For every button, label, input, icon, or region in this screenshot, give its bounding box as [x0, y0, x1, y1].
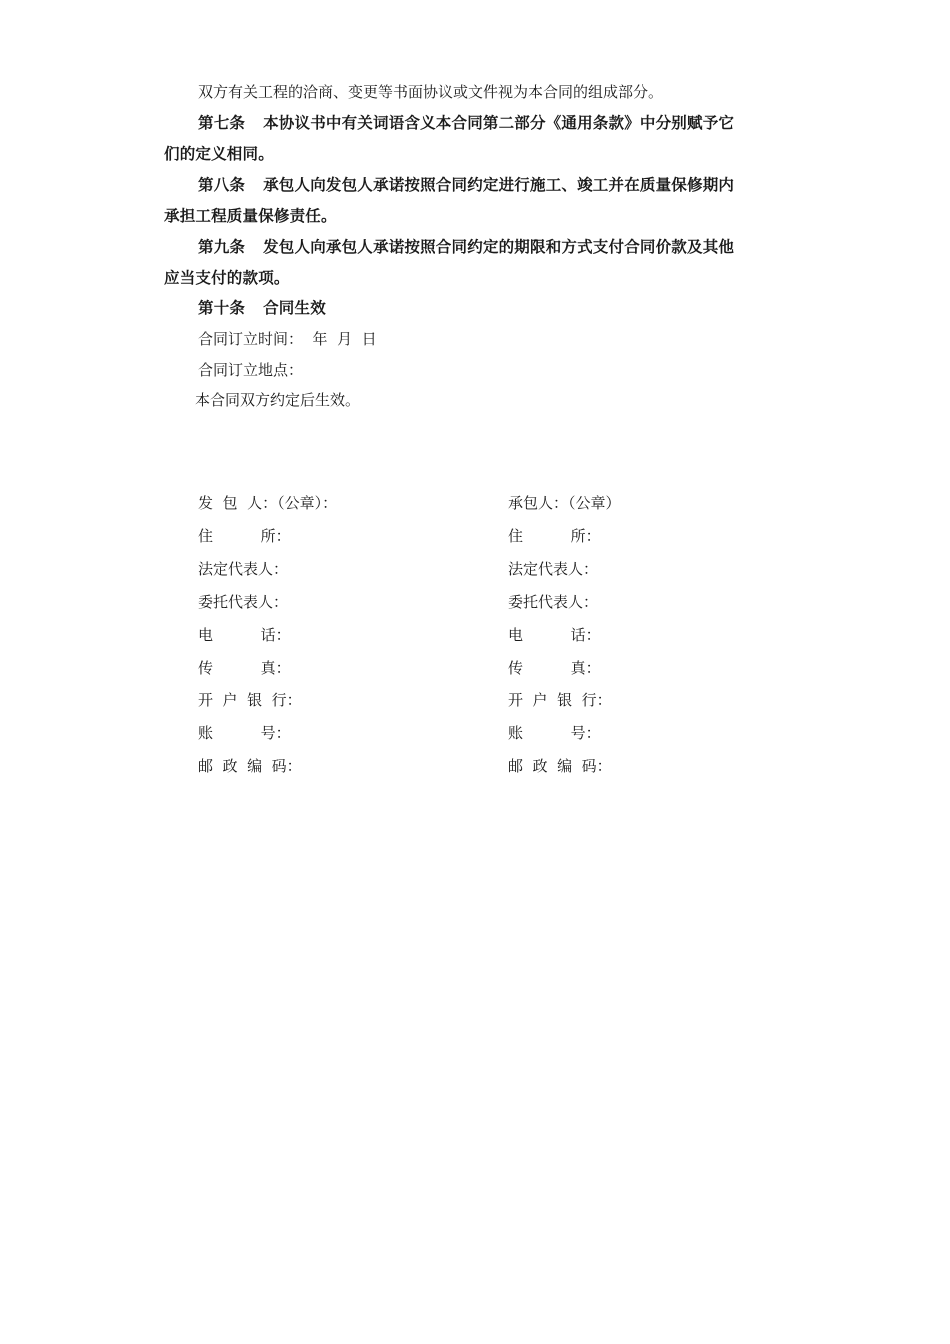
contractor-agent: 委托代表人：: [508, 593, 599, 611]
employer-party: 发 包 人：（公章）：: [198, 494, 338, 512]
article-10-label: 第十条: [198, 299, 246, 317]
article-8-line-2: 承担工程质量保修责任。: [164, 207, 337, 225]
signing-time: 合同订立时间： 年 月 日: [198, 330, 377, 348]
article-9-line-2: 应当支付的款项。: [164, 269, 290, 287]
effective-clause: 本合同双方约定后生效。: [195, 391, 361, 409]
contractor-account: 账 号：: [508, 724, 601, 742]
article-7-line-2: 们的定义相同。: [164, 145, 274, 163]
employer-fax: 传 真：: [198, 659, 291, 677]
contractor-party: 承包人：（公章）: [508, 494, 621, 512]
employer-agent: 委托代表人：: [198, 593, 289, 611]
contractor-address: 住 所：: [508, 527, 601, 545]
intro-text: 双方有关工程的洽商、变更等书面协议或文件视为本合同的组成部分。: [198, 83, 664, 101]
contractor-legal-rep: 法定代表人：: [508, 560, 599, 578]
employer-postcode: 邮 政 编 码：: [198, 757, 302, 775]
contractor-fax: 传 真：: [508, 659, 601, 677]
employer-address: 住 所：: [198, 527, 291, 545]
article-9-text: 发包人向承包人承诺按照合同约定的期限和方式支付合同价款及其他: [263, 238, 735, 256]
employer-legal-rep: 法定代表人：: [198, 560, 289, 578]
contractor-bank: 开 户 银 行：: [508, 691, 612, 709]
article-8-line-1: [198, 175, 734, 195]
article-9-label: 第九条: [198, 238, 246, 256]
article-10-heading: [198, 298, 326, 318]
signing-place: 合同订立地点：: [198, 361, 304, 379]
employer-phone: 电 话：: [198, 626, 291, 644]
article-8-label: 第八条: [198, 176, 246, 194]
contractor-phone: 电 话：: [508, 626, 601, 644]
article-7-text: 本协议书中有关词语含义本合同第二部分《通用条款》中分别赋予它: [263, 114, 735, 132]
contractor-postcode: 邮 政 编 码：: [508, 757, 612, 775]
article-8-text: 承包人向发包人承诺按照合同约定进行施工、竣工并在质量保修期内: [263, 176, 735, 194]
article-10-title: 合同生效: [263, 299, 326, 317]
article-7-line-1: [198, 113, 734, 133]
employer-account: 账 号：: [198, 724, 291, 742]
article-7-label: 第七条: [198, 114, 246, 132]
employer-bank: 开 户 银 行：: [198, 691, 302, 709]
article-9-line-1: [198, 237, 734, 257]
